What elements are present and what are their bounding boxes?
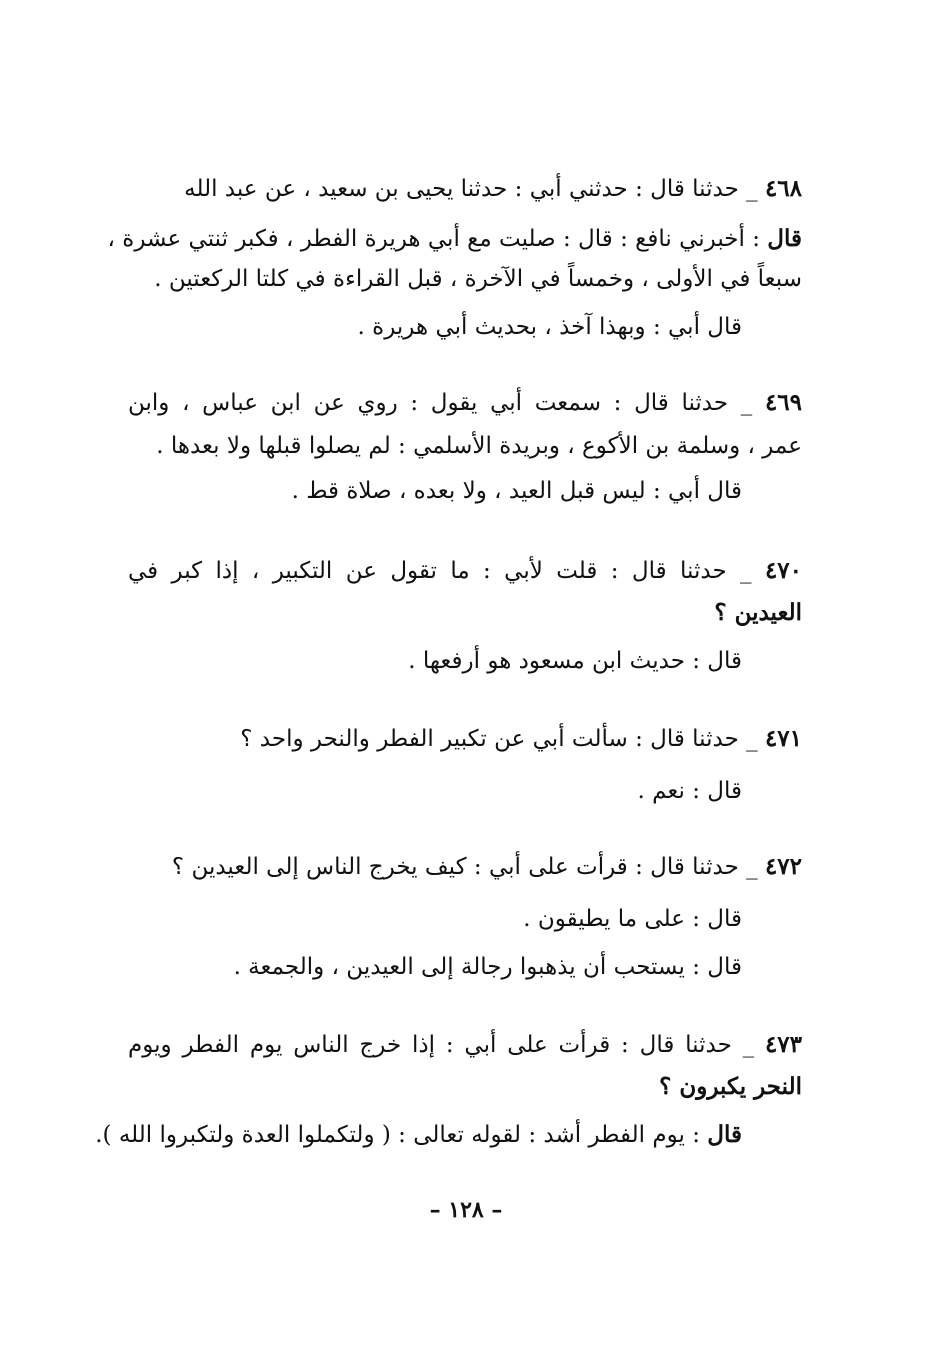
entry-line — [95, 1120, 742, 1150]
entry-line — [502, 598, 802, 628]
entry-text: : يوم الفطر أشد : لقوله تعالى : ( ولتكملوا العدة ولتكبروا الله ). — [95, 1122, 708, 1148]
entry-text: سبعاً في الأولى ، وخمساً في الآخرة ، قبل القراءة في كلتا الركعتين . — [154, 266, 802, 292]
entry-text: قال : حديث ابن مسعود هو أرفعها . — [408, 648, 742, 674]
entry-number: ٤٧١ — [764, 725, 802, 752]
line-lead: قال — [707, 1121, 742, 1148]
entry-text: العيدين ؟ — [714, 599, 802, 626]
entry-line — [182, 646, 742, 676]
entry-line — [182, 312, 742, 342]
entry-text: _ حدثنا قال : سألت أبي عن تكبير الفطر والنحر واحد ؟ — [240, 726, 758, 752]
entry-number: ٤٧٠ — [764, 557, 802, 584]
entry-text: قال : يستحب أن يذهبوا رجالة إلى العيدين ، والجمعة . — [233, 954, 742, 980]
entry-line — [128, 1030, 802, 1060]
entry-text: قال : نعم . — [637, 778, 742, 804]
entry-line — [128, 431, 802, 461]
entry-line — [128, 264, 802, 294]
entry-text: عمر ، وسلمة بن الأكوع ، وبريدة الأسلمي : لم يصلوا قبلها ولا بعدها . — [156, 433, 802, 459]
entry-number: ٤٧٢ — [764, 853, 802, 880]
entry-line — [107, 224, 802, 254]
entry-text: قال أبي : وبهذا آخذ ، بحديث أبي هريرة . — [357, 314, 742, 340]
entry-line — [128, 556, 802, 586]
entry-text: _ حدثنا قال : قرأت على أبي : إذا خرج الناس يوم الفطر ويوم — [128, 1032, 755, 1058]
entry-text: _ حدثنا قال : قلت لأبي : ما تقول عن التكبير ، إذا كبر في — [128, 558, 752, 584]
line-lead: قال — [767, 225, 802, 252]
entry-line — [502, 1072, 802, 1102]
entry-line — [128, 388, 802, 418]
entry-number: ٤٧٣ — [764, 1031, 802, 1058]
entry-line — [152, 174, 802, 204]
entry-line — [128, 852, 802, 882]
entry-text: _ حدثنا قال : قرأت على أبي : كيف يخرج الناس إلى العيدين ؟ — [171, 854, 758, 880]
entry-number: ٤٦٨ — [764, 175, 802, 202]
entry-number: ٤٦٩ — [764, 389, 803, 416]
entry-line — [182, 952, 742, 982]
entry-line — [182, 476, 742, 506]
entry-line — [182, 904, 742, 934]
entry-text: _ حدثنا قال : سمعت أبي يقول : روي عن ابن عباس ، وابن — [128, 390, 753, 416]
entry-text: _ حدثنا قال : حدثني أبي : حدثنا يحيى بن سعيد ، عن عبد الله — [184, 176, 758, 202]
page-number: – ١٢٨ – — [429, 1197, 503, 1223]
entry-text: قال أبي : ليس قبل العيد ، ولا بعده ، صلاة قط . — [291, 478, 742, 504]
entry-text: : أخبرني نافع : قال : صليت مع أبي هريرة الفطر ، فكبر ثنتي عشرة ، — [107, 226, 768, 252]
entry-line — [128, 724, 802, 754]
entry-text: قال : على ما يطيقون . — [523, 906, 742, 932]
entry-text: النحر يكبرون ؟ — [659, 1073, 802, 1100]
entry-line — [182, 776, 742, 806]
